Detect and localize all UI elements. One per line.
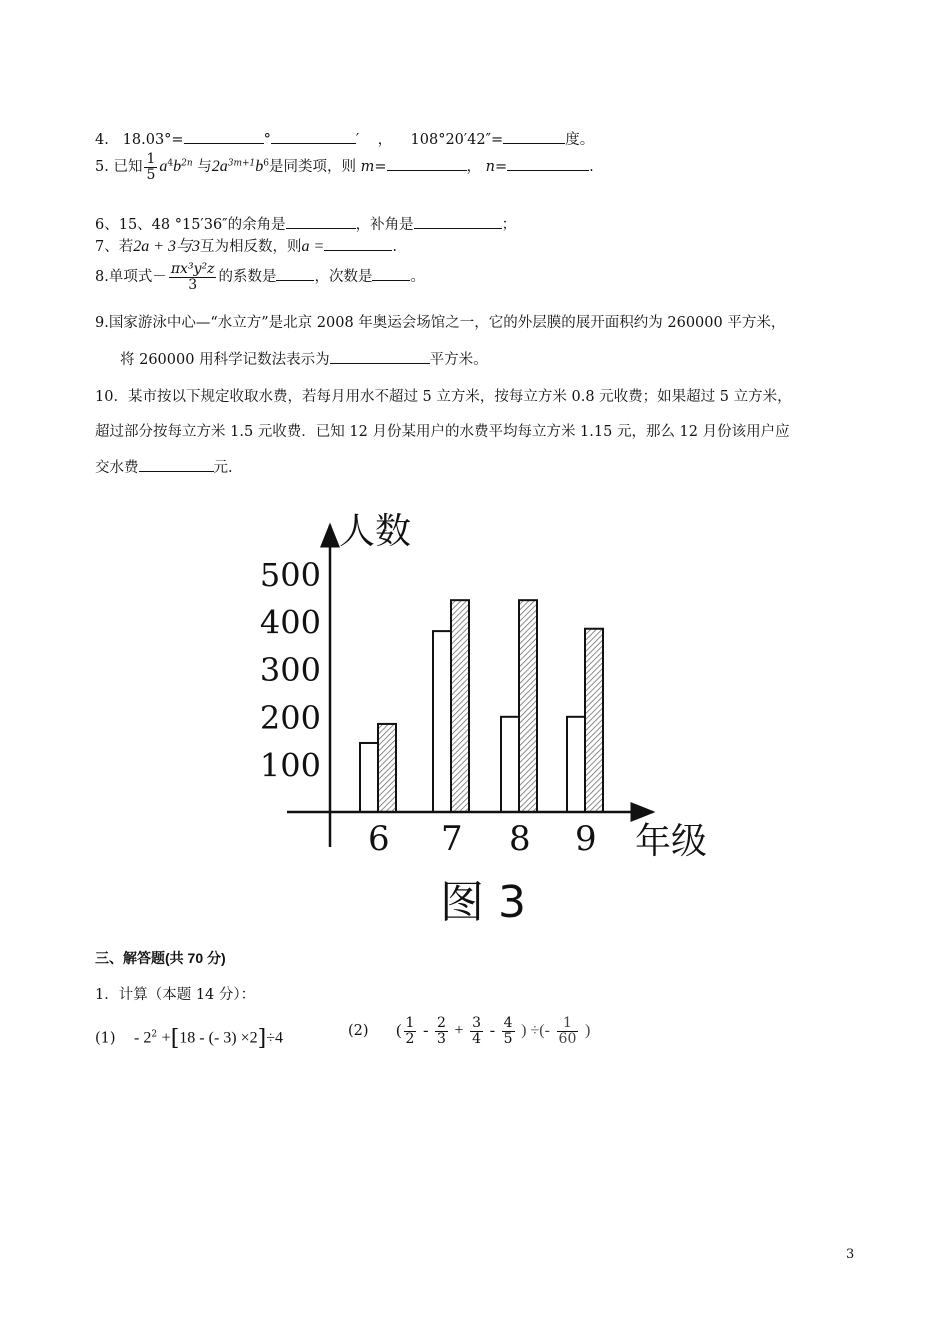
problem-2: (2) ( $\frac{1}{2}$ - $\frac{2}{3}$ + $\frac{3}{4}$ - $\frac{4}{5}$ ) ÷(- $\frac{1}{60}$ ) [348,1015,591,1047]
bar-plain-grade-6 [360,743,378,812]
question-10-line3: 交水费 元. [95,456,233,477]
bar-hatched-grade-6 [378,724,396,812]
y-axis-label: 人数 [339,511,412,552]
degree-blank[interactable] [372,266,410,281]
question-10-line2: 超过部分按每立方米 1.5 元收费．已知 12 月份某用户的水费平均每立方米 1.15 元，那么 12 月份该用户应 [95,424,790,440]
answer-blank[interactable] [184,129,264,144]
section-heading: 三、解答题(共 70 分) [95,950,226,966]
y-tick-label: 100 [259,746,321,785]
bar-hatched-grade-7 [451,600,469,812]
y-tick-label: 500 [259,556,321,594]
x-axis-label: 年级 [635,821,708,862]
bar-hatched-grade-8 [519,600,537,812]
bar-plain-grade-9 [567,717,585,812]
question-7: 7、若2a + 3与3互为相反数，则a = . [95,238,397,255]
x-tick-label: 7 [441,819,463,859]
chart-title: 图 3 [440,877,526,928]
bar-plain-grade-8 [501,717,519,812]
y-tick-label: 300 [259,651,321,690]
question-8: 8.单项式－ $\frac{\text{πx³y²z}}{3}$ 的系数是 ，次数是 。 [95,261,425,293]
answer-blank[interactable] [330,349,430,364]
answer-blank-m[interactable] [387,156,467,171]
question-10-line1: 10．某市按以下规定收取水费，若每月用水不超过 5 立方米，按每立方米 0.8 元收费；如果超过 5 立方米， [95,389,792,405]
y-tick-label: 200 [259,698,321,737]
question-1-heading: 1．计算（本题 14 分）： [95,987,256,1003]
answer-blank[interactable] [414,214,502,229]
answer-blank[interactable] [503,129,565,144]
x-tick-label: 9 [575,819,597,859]
answer-blank[interactable] [271,129,356,144]
bar-hatched-grade-9 [585,629,603,812]
question-5: 5. 已知 $\frac{1}{5}$ $a^4b^{2n}$ 与$2a^{3m+1}b^6$是同类项，则 m= ， n= . [95,151,594,183]
answer-blank[interactable] [324,236,392,251]
problem-1: (1) - $2^2 +[18$ - (- 3) ×2]÷4 [95,1026,283,1051]
question-9-line1: 9.国家游泳中心—“水立方”是北京 2008 年奥运会场馆之一，它的外层膜的展开面积约为 260000 平方米， [95,315,786,331]
monomial-fraction: $\frac{\text{πx³y²z}}{3}$ [170,261,215,293]
x-tick-label: 6 [368,819,390,859]
fraction: $\frac{1}{5}$ [146,151,156,183]
y-tick-label: 400 [259,603,321,642]
answer-blank-n[interactable] [507,156,589,171]
question-6: 6、15、48 °15′36″的余角是 ，补角是 ； [95,213,516,234]
question-4: 4. 18.03°= ° ′ ， 108°20′42″= 度。 [95,128,594,149]
bar-plain-grade-7 [433,631,451,812]
x-tick-label: 8 [509,819,531,859]
coefficient-blank[interactable] [276,266,314,281]
bar-chart [255,495,725,935]
page-number: 3 [846,1247,855,1262]
answer-blank[interactable] [139,457,214,472]
answer-blank[interactable] [286,214,356,229]
question-9-line2: 将 260000 用科学记数法表示为 平方米。 [120,348,488,369]
